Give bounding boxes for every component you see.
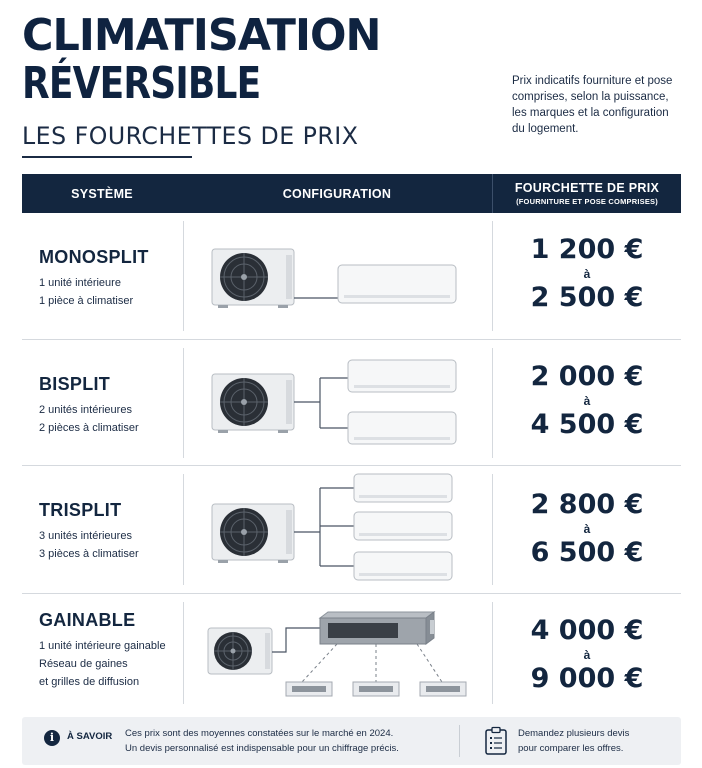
footer-divider	[459, 725, 460, 757]
system-cell: BISPLIT 2 unités intérieures 2 pièces à climatiser	[39, 374, 139, 434]
column-header-price: FOURCHETTE DE PRIX (FOURNITURE ET POSE COMPRISES)	[492, 174, 681, 213]
diffusion-grille-icon	[420, 682, 466, 696]
price-min: 2 800 €	[530, 489, 644, 520]
system-cell: GAINABLE 1 unité intérieure gainable Réseau de gaines et grilles de diffusion	[39, 610, 166, 688]
indoor-unit-icon	[338, 265, 456, 303]
indoor-unit-icon	[354, 512, 452, 540]
footer-label: À SAVOIR	[67, 731, 113, 742]
system-name: GAINABLE	[39, 610, 136, 630]
price-min: 2 000 €	[530, 361, 644, 392]
price-max: 2 500 €	[530, 282, 644, 313]
page-title	[22, 12, 389, 108]
diffusion-grille-icon	[286, 682, 332, 696]
indoor-unit-icon	[348, 360, 456, 392]
table-row-trisplit	[22, 466, 681, 593]
indoor-unit-icon	[354, 552, 452, 580]
price-min: 4 000 €	[530, 615, 644, 646]
price-range: 1 200 € à 2 500 €	[493, 235, 681, 313]
info-icon: i	[44, 730, 60, 746]
clipboard-icon	[485, 727, 507, 755]
diffusion-grille-icon	[353, 682, 399, 696]
price-min: 1 200 €	[530, 234, 644, 265]
table-row-monosplit	[22, 213, 681, 339]
indoor-unit-icon	[348, 412, 456, 444]
column-header-system: SYSTÈME	[71, 186, 133, 201]
system-cell: MONOSPLIT 1 unité intérieure 1 pièce à climatiser	[39, 247, 149, 307]
ducted-unit-icon	[320, 612, 434, 644]
intro-text: Prix indicatifs fourniture et pose comprises, selon la puissance, les marques et la configuration du logement.	[512, 75, 673, 135]
outdoor-unit-icon	[208, 628, 272, 674]
footer-text: Ces prix sont des moyennes constatées sur le marché en 2024. Un devis personnalisé est indispensable pour un chiffrage précis.	[125, 728, 399, 754]
system-cell: TRISPLIT 3 unités intérieures 3 pièces à climatiser	[39, 500, 139, 560]
price-range: 2 000 € à 4 500 €	[493, 362, 681, 440]
price-max: 9 000 €	[530, 663, 644, 694]
price-max: 6 500 €	[530, 537, 644, 568]
title-line-2: RÉVERSIBLE	[22, 58, 261, 109]
outdoor-unit-icon	[212, 249, 294, 308]
price-range: 4 000 € à 9 000 €	[493, 616, 681, 694]
outdoor-unit-icon	[212, 504, 294, 563]
title-line-1: CLIMATISATION	[22, 10, 381, 61]
table-row-bisplit	[22, 340, 681, 466]
indoor-unit-icon	[354, 474, 452, 502]
table-row-gainable	[22, 594, 681, 712]
system-name: BISPLIT	[39, 374, 111, 394]
subtitle-underline	[22, 156, 192, 158]
price-range: 2 800 € à 6 500 €	[493, 490, 681, 568]
system-name: MONOSPLIT	[39, 247, 149, 267]
system-name: TRISPLIT	[39, 500, 122, 520]
footer-note	[22, 717, 681, 765]
outdoor-unit-icon	[212, 374, 294, 433]
page-subtitle: LES FOURCHETTES DE PRIX	[22, 122, 359, 150]
column-header-configuration: CONFIGURATION	[282, 186, 392, 201]
table-header	[22, 174, 681, 213]
price-max: 4 500 €	[530, 409, 644, 440]
footer-advice: Demandez plusieurs devis pour comparer les offres.	[518, 728, 630, 754]
